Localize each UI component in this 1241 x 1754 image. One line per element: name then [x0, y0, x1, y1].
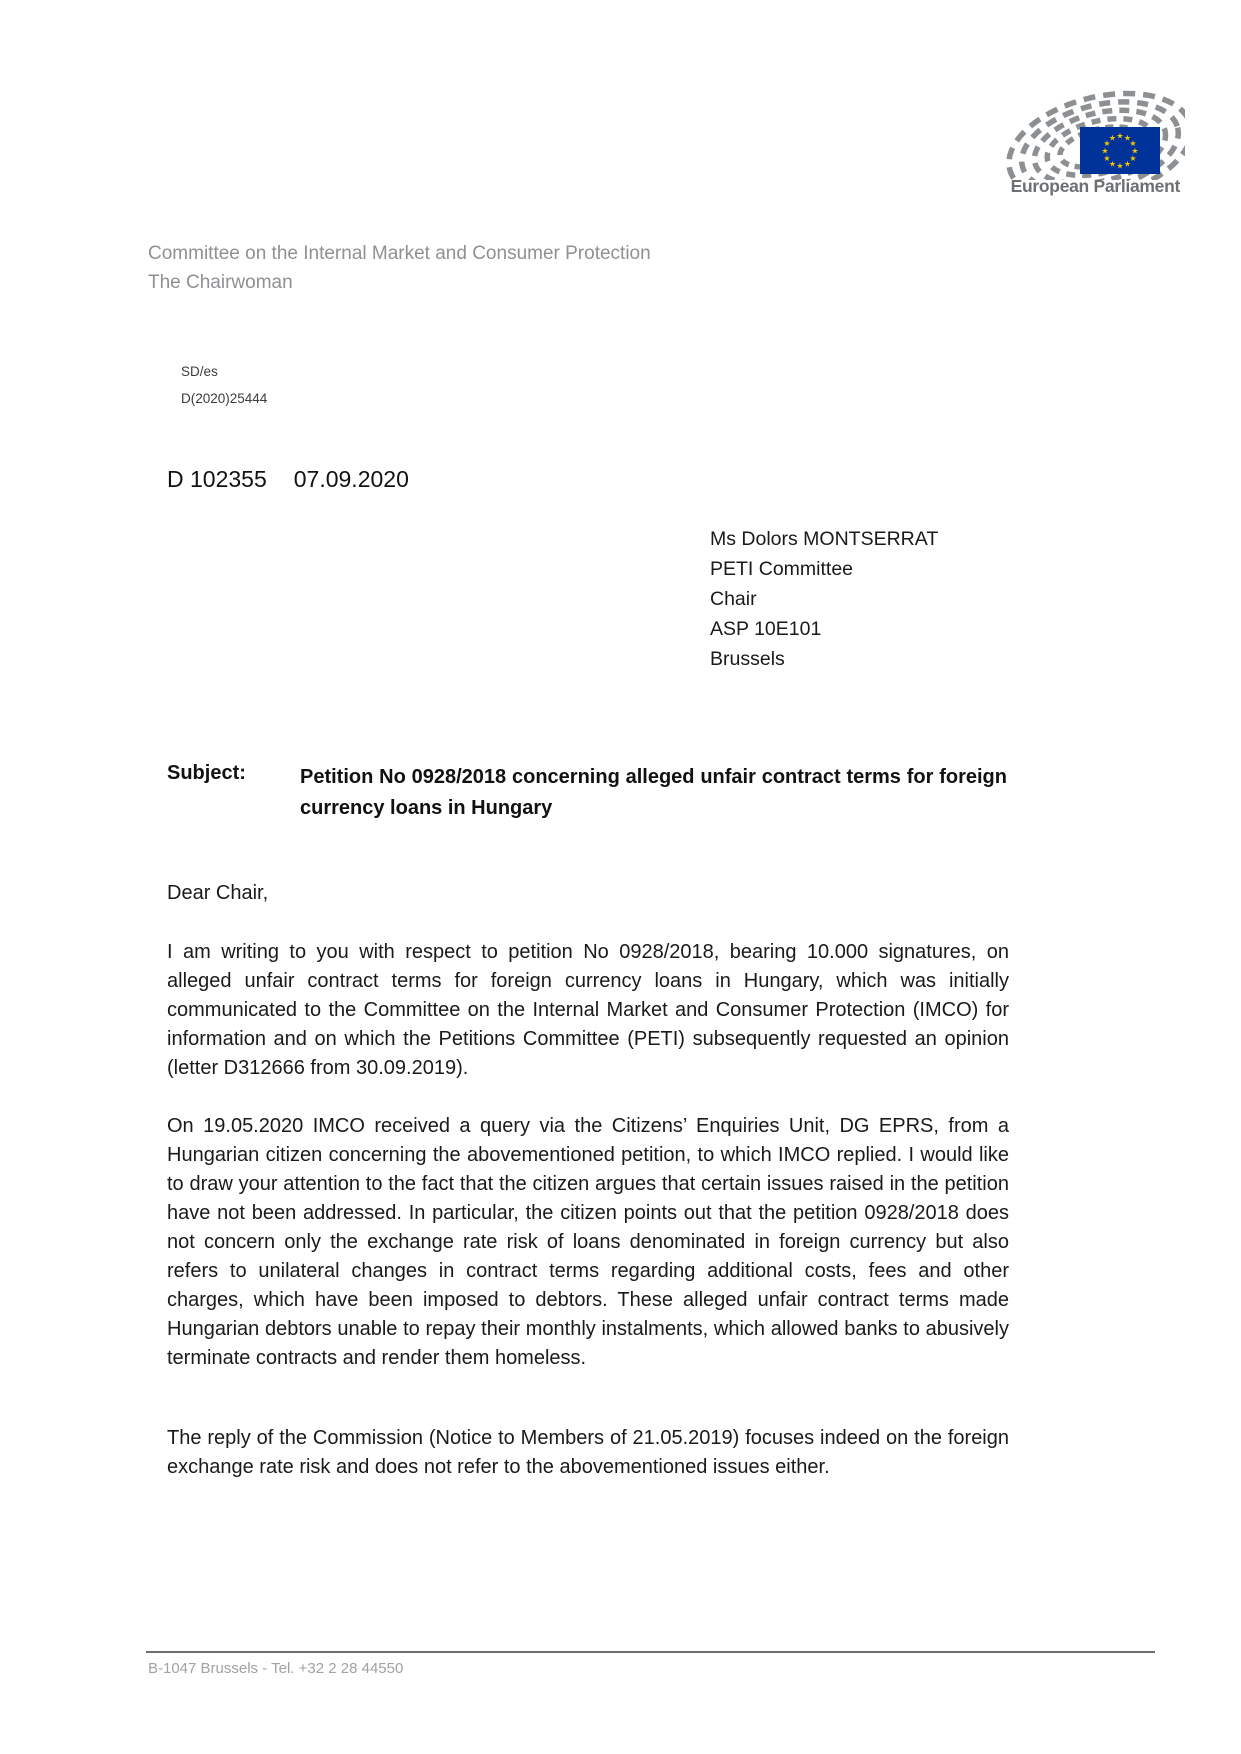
recipient-committee: PETI Committee: [710, 558, 854, 580]
eu-flag-star-icon: ★: [1101, 146, 1109, 156]
eu-flag-star-icon: ★: [1123, 133, 1132, 143]
body-paragraph: On 19.05.2020 IMCO received a query via the Citizens’ Enquiries Unit, DG EPRS, from a Hungarian citizen concerning the abovementioned petition, to which IMCO replied. I would like to draw your attention to the fact that the citizen argues that certain issues raised in the petition have not been addressed. In particular, the citizen points out that the petition 0928/2018 does not concern only the exchange rate risk of loans denominated in foreign currency but also refers to unilateral changes in contract terms regarding additional costs, fees and other charges, which have been imposed to debtors. These alleged unfair contract terms made Hungarian debtors unable to repay their monthly instalments, which allowed banks to abusively terminate contracts and render them homeless.: [167, 1115, 1009, 1369]
eu-flag-star-icon: ★: [1116, 131, 1124, 141]
logo-org-name: European Parliament: [1010, 176, 1180, 196]
recipient-title: Chair: [710, 588, 757, 610]
sender-committee: Committee on the Internal Market and Consumer Protection: [148, 243, 651, 264]
eu-flag-star-icon: ★: [1103, 139, 1111, 148]
recipient-address-block: [710, 524, 1110, 674]
registration-number: D 102355: [167, 466, 267, 492]
eu-flag-star-icon: ★: [1116, 161, 1124, 171]
eu-flag-icon: [1080, 127, 1160, 174]
recipient-name: Ms Dolors MONTSERRAT: [710, 528, 939, 550]
registration-line: [167, 466, 409, 493]
recipient-city: Brussels: [710, 648, 785, 670]
eu-flag-star-icon: ★: [1129, 139, 1137, 148]
footer-contact: B-1047 Brussels - Tel. +32 2 28 44550: [148, 1660, 404, 1677]
eu-flag-star-icon: ★: [1131, 146, 1139, 156]
body-paragraph: I am writing to you with respect to petition No 0928/2018, bearing 10.000 signatures, on alleged unfair contract terms for foreign currency loans in Hungary, which was initially communicated to the Committee on the Internal Market and Consumer Protection (IMCO) for information and on which the Petitions Committee (PETI) subsequently requested an opinion (letter D312666 from 30.09.2019).: [167, 941, 1009, 1079]
eu-flag-star-icon: ★: [1103, 154, 1111, 163]
eu-flag-star-icon: ★: [1108, 133, 1117, 143]
body-paragraph: The reply of the Commission (Notice to Members of 21.05.2019) focuses indeed on the foreign exchange rate risk and does not refer to the abovementioned issues either.: [167, 1427, 1009, 1478]
registration-date: 07.09.2020: [293, 466, 409, 492]
reference-initials: SD/es: [181, 364, 218, 379]
eu-flag-star-icon: ★: [1129, 154, 1137, 163]
european-parliament-logo: [985, 85, 1185, 180]
recipient-office: ASP 10E101: [710, 618, 822, 640]
eu-flag-star-icon: ★: [1108, 159, 1117, 169]
subject-label: Subject:: [167, 762, 246, 784]
hemicycle-logo-icon: [985, 85, 1185, 180]
subject-text: Petition No 0928/2018 concerning alleged unfair contract terms for foreign currency loans in Hungary: [300, 766, 1007, 819]
eu-flag-star-icon: ★: [1123, 159, 1132, 169]
sender-role: The Chairwoman: [148, 272, 293, 293]
footer-divider: [146, 1651, 1155, 1653]
salutation: Dear Chair,: [167, 882, 269, 904]
reference-doc-number: D(2020)25444: [181, 391, 268, 406]
